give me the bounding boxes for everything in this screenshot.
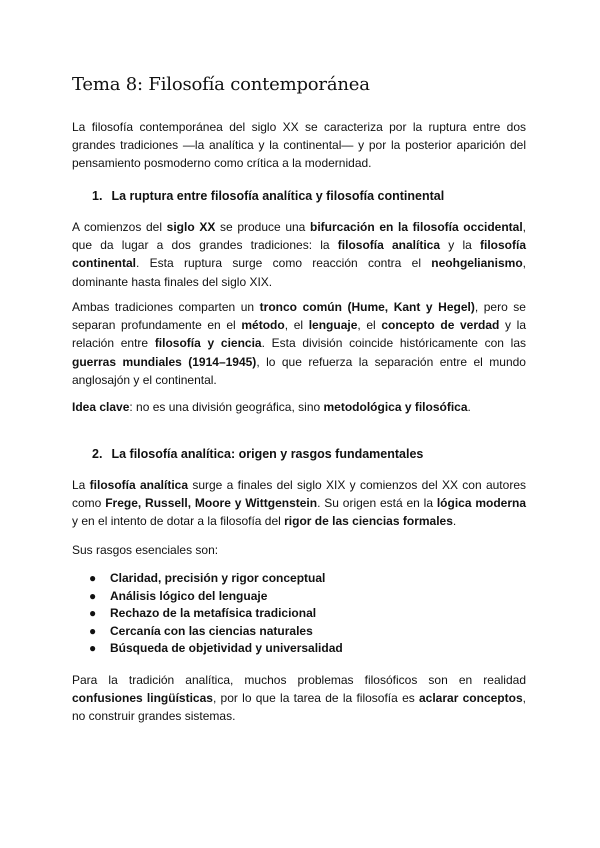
bold-run: metodológica y filosófica xyxy=(323,400,468,414)
text-run: y la relación entre xyxy=(72,318,527,351)
bold-run: Frege, Russell, Moore y Wittgenstein xyxy=(105,496,318,511)
list-item xyxy=(72,588,343,606)
list-item-text: Cercanía con las ciencias naturales xyxy=(110,623,313,638)
text-run: y en el intento de dotar a la filosofía del xyxy=(72,514,285,529)
list-item xyxy=(72,570,343,588)
bold-run: tronco común (Hume, Kant y Hegel) xyxy=(259,300,475,314)
list-item-text: Claridad, precisión y rigor conceptual xyxy=(110,571,326,585)
bold-run: lenguaje xyxy=(308,318,358,333)
text-run: surge a finales del siglo XIX y comienzos del XX con autores como xyxy=(72,478,526,511)
text-run: . Su origen está en la xyxy=(317,496,437,511)
page-title: Tema 8: Filosofía contemporánea xyxy=(72,74,370,95)
text-run: , el xyxy=(357,318,382,333)
section-2-heading-text: La filosofía analítica: origen y rasgos fundamentales xyxy=(111,447,424,461)
text-run: . xyxy=(467,400,471,414)
text-run: , dominante hasta finales del siglo XIX. xyxy=(72,256,526,289)
bold-run: guerras mundiales (1914–1945) xyxy=(72,354,257,369)
section-2-paragraph-3 xyxy=(72,671,526,726)
bold-run: filosofía analítica xyxy=(89,478,189,492)
text-run: , no construir grandes sistemas. xyxy=(72,691,526,724)
list-item-text: Análisis lógico del lenguaje xyxy=(110,588,268,603)
text-run: . Esta división coincide históricamente con las xyxy=(261,336,526,351)
text-run: , el xyxy=(284,318,309,333)
section-1-paragraph-2 xyxy=(72,298,526,389)
bold-run: aclarar conceptos xyxy=(419,691,523,706)
section-1-heading-text: La ruptura entre filosofía analítica y filosofía continental xyxy=(111,189,445,203)
list-item xyxy=(72,640,343,658)
text-run: Ambas tradiciones comparten un xyxy=(72,300,260,314)
text-run: , pero se separan profundamente en el xyxy=(72,300,526,333)
text-run: . Esta ruptura surge como reacción contra el xyxy=(136,256,432,271)
bold-run: filosofía continental xyxy=(72,238,527,271)
bullet-icon: ● xyxy=(89,623,97,638)
text-run: , que da lugar a dos grandes tradiciones: la xyxy=(72,220,527,253)
bullet-icon: ● xyxy=(89,641,97,655)
text-run: y la xyxy=(440,238,480,253)
text-run: Para la tradición analítica, muchos problemas filosóficos son en realidad xyxy=(72,673,526,687)
text-run: , lo que refuerza la separación entre el mundo anglosajón y el continental. xyxy=(72,354,526,387)
bold-run: concepto de verdad xyxy=(381,318,500,333)
list-item xyxy=(72,605,343,623)
text-run: , por lo que la tarea de la filosofía es xyxy=(212,691,419,706)
list-item-text: Rechazo de la metafísica tradicional xyxy=(110,606,317,620)
bold-run: lógica moderna xyxy=(436,496,527,511)
section-2-paragraph-2: Sus rasgos esenciales son: xyxy=(72,543,219,557)
bold-run: rigor de las ciencias formales xyxy=(284,514,453,529)
bullet-icon: ● xyxy=(89,606,97,620)
list-item xyxy=(72,623,343,641)
section-1-heading xyxy=(92,189,444,203)
text-run: A comienzos del xyxy=(72,220,167,234)
bold-run: neohgelianismo xyxy=(431,256,523,271)
bold-run: filosofía y ciencia xyxy=(154,336,262,351)
text-run: : no es una división geográfica, sino xyxy=(129,400,324,414)
bold-run: siglo XX xyxy=(166,220,216,234)
text-run: . xyxy=(452,514,457,529)
bold-run: bifurcación en la filosofía occidental xyxy=(310,220,523,234)
bullet-icon: ● xyxy=(89,571,97,585)
intro-paragraph: La filosofía contemporánea del siglo XX se caracteriza por la ruptura entre dos grandes tradiciones —la analítica y la continental— y por la posterior aparición del pensamiento posmoderno como crítica a la modernidad. xyxy=(72,120,526,171)
section-2-heading xyxy=(92,447,423,461)
list-item-text: Búsqueda de objetividad y universalidad xyxy=(110,641,343,655)
section-1-number: 1. xyxy=(92,189,103,203)
bold-run: filosofía analítica xyxy=(337,238,441,253)
section-2-paragraph-1 xyxy=(72,476,526,531)
bold-run: Idea clave xyxy=(72,400,130,414)
bullet-icon: ● xyxy=(89,588,97,603)
bold-run: confusiones lingüísticas xyxy=(72,691,213,706)
text-run: se produce una xyxy=(215,220,311,234)
section-1-key-idea xyxy=(72,398,526,416)
bold-run: método xyxy=(241,318,285,333)
section-1-paragraph-1 xyxy=(72,218,526,291)
section-2-number: 2. xyxy=(92,447,103,461)
traits-list xyxy=(72,570,343,658)
text-run: La xyxy=(72,478,90,492)
